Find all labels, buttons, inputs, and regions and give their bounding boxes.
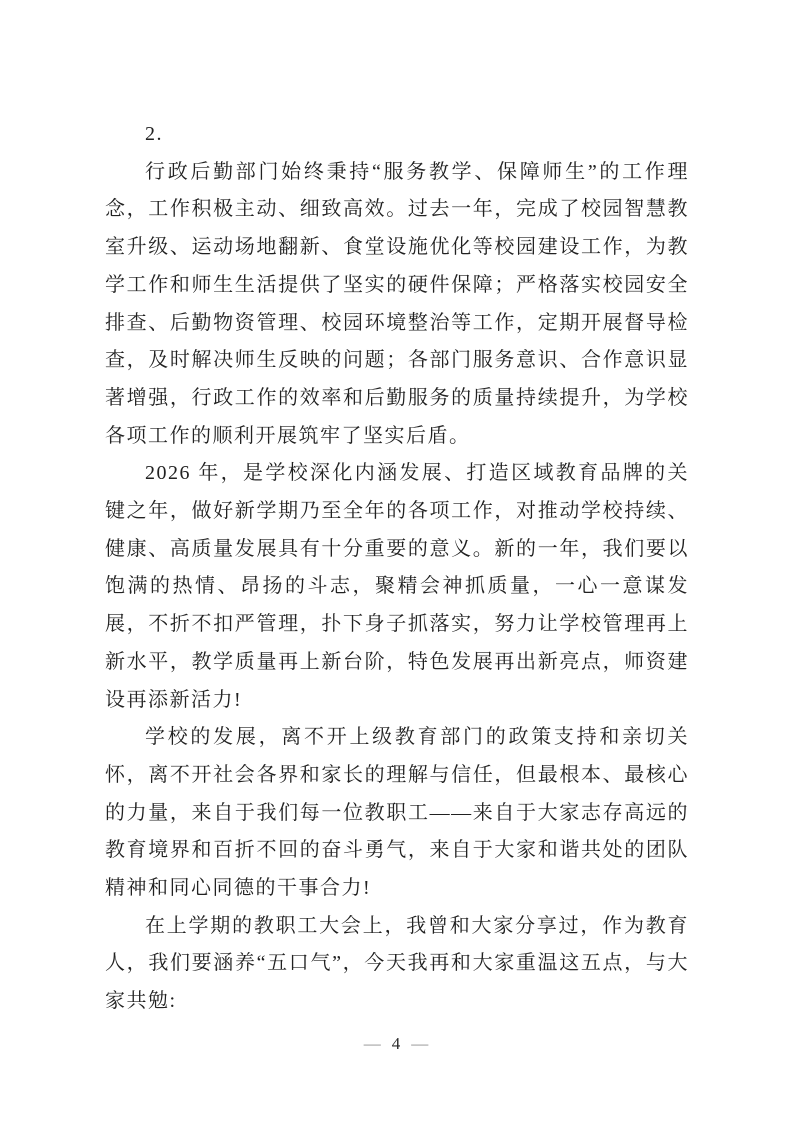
page-footer	[0, 1033, 793, 1055]
footer-dash-right: —	[411, 1034, 430, 1053]
footer-dash-left: —	[363, 1034, 382, 1053]
page-number: 4	[391, 1034, 402, 1053]
document-body	[105, 116, 689, 1021]
paragraph-school-development: 学校的发展，离不开上级教育部门的政策支持和亲切关怀，离不开社会各界和家长的理解与信任，但最根本、最核心的力量，来自于我们每一位教职工——来自于大家志存高远的教育境界和百折不回的奋斗勇气，来自于大家和谐共处的团队精神和同心同德的干事合力!	[105, 726, 689, 900]
list-item-number: 2.	[145, 123, 163, 145]
paragraph-2026-outlook: 2026 年，是学校深化内涵发展、打造区域教育品牌的关键之年，做好新学期乃至全年的各项工作，对推动学校持续、健康、高质量发展具有十分重要的意义。新的一年，我们要以饱满的热情、昂扬的斗志，聚精会神抓质量，一心一意谋发展，不折不扣严管理，扑下身子抓落实，努力让学校管理再上新水平，教学质量再上新台阶，特色发展再出新亮点，师资建设再添新活力!	[105, 462, 689, 711]
paragraph-admin-logistics: 行政后勤部门始终秉持“服务教学、保障师生”的工作理念，工作积极主动、细致高效。过去一年，完成了校园智慧教室升级、运动场地翻新、食堂设施优化等校园建设工作，为教学工作和师生生活提供了坚实的硬件保障；严格落实校园安全排查、后勤物资管理、校园环境整治等工作，定期开展督导检查，及时解决师生反映的问题；各部门服务意识、合作意识显著增强，行政工作的效率和后勤服务的质量持续提升，为学校各项工作的顺利开展筑牢了坚实后盾。	[105, 160, 689, 447]
paragraph-five-breaths-intro: 在上学期的教职工大会上，我曾和大家分享过，作为教育人，我们要涵养“五口气”，今天我再和大家重温这五点，与大家共勉:	[105, 914, 689, 1013]
